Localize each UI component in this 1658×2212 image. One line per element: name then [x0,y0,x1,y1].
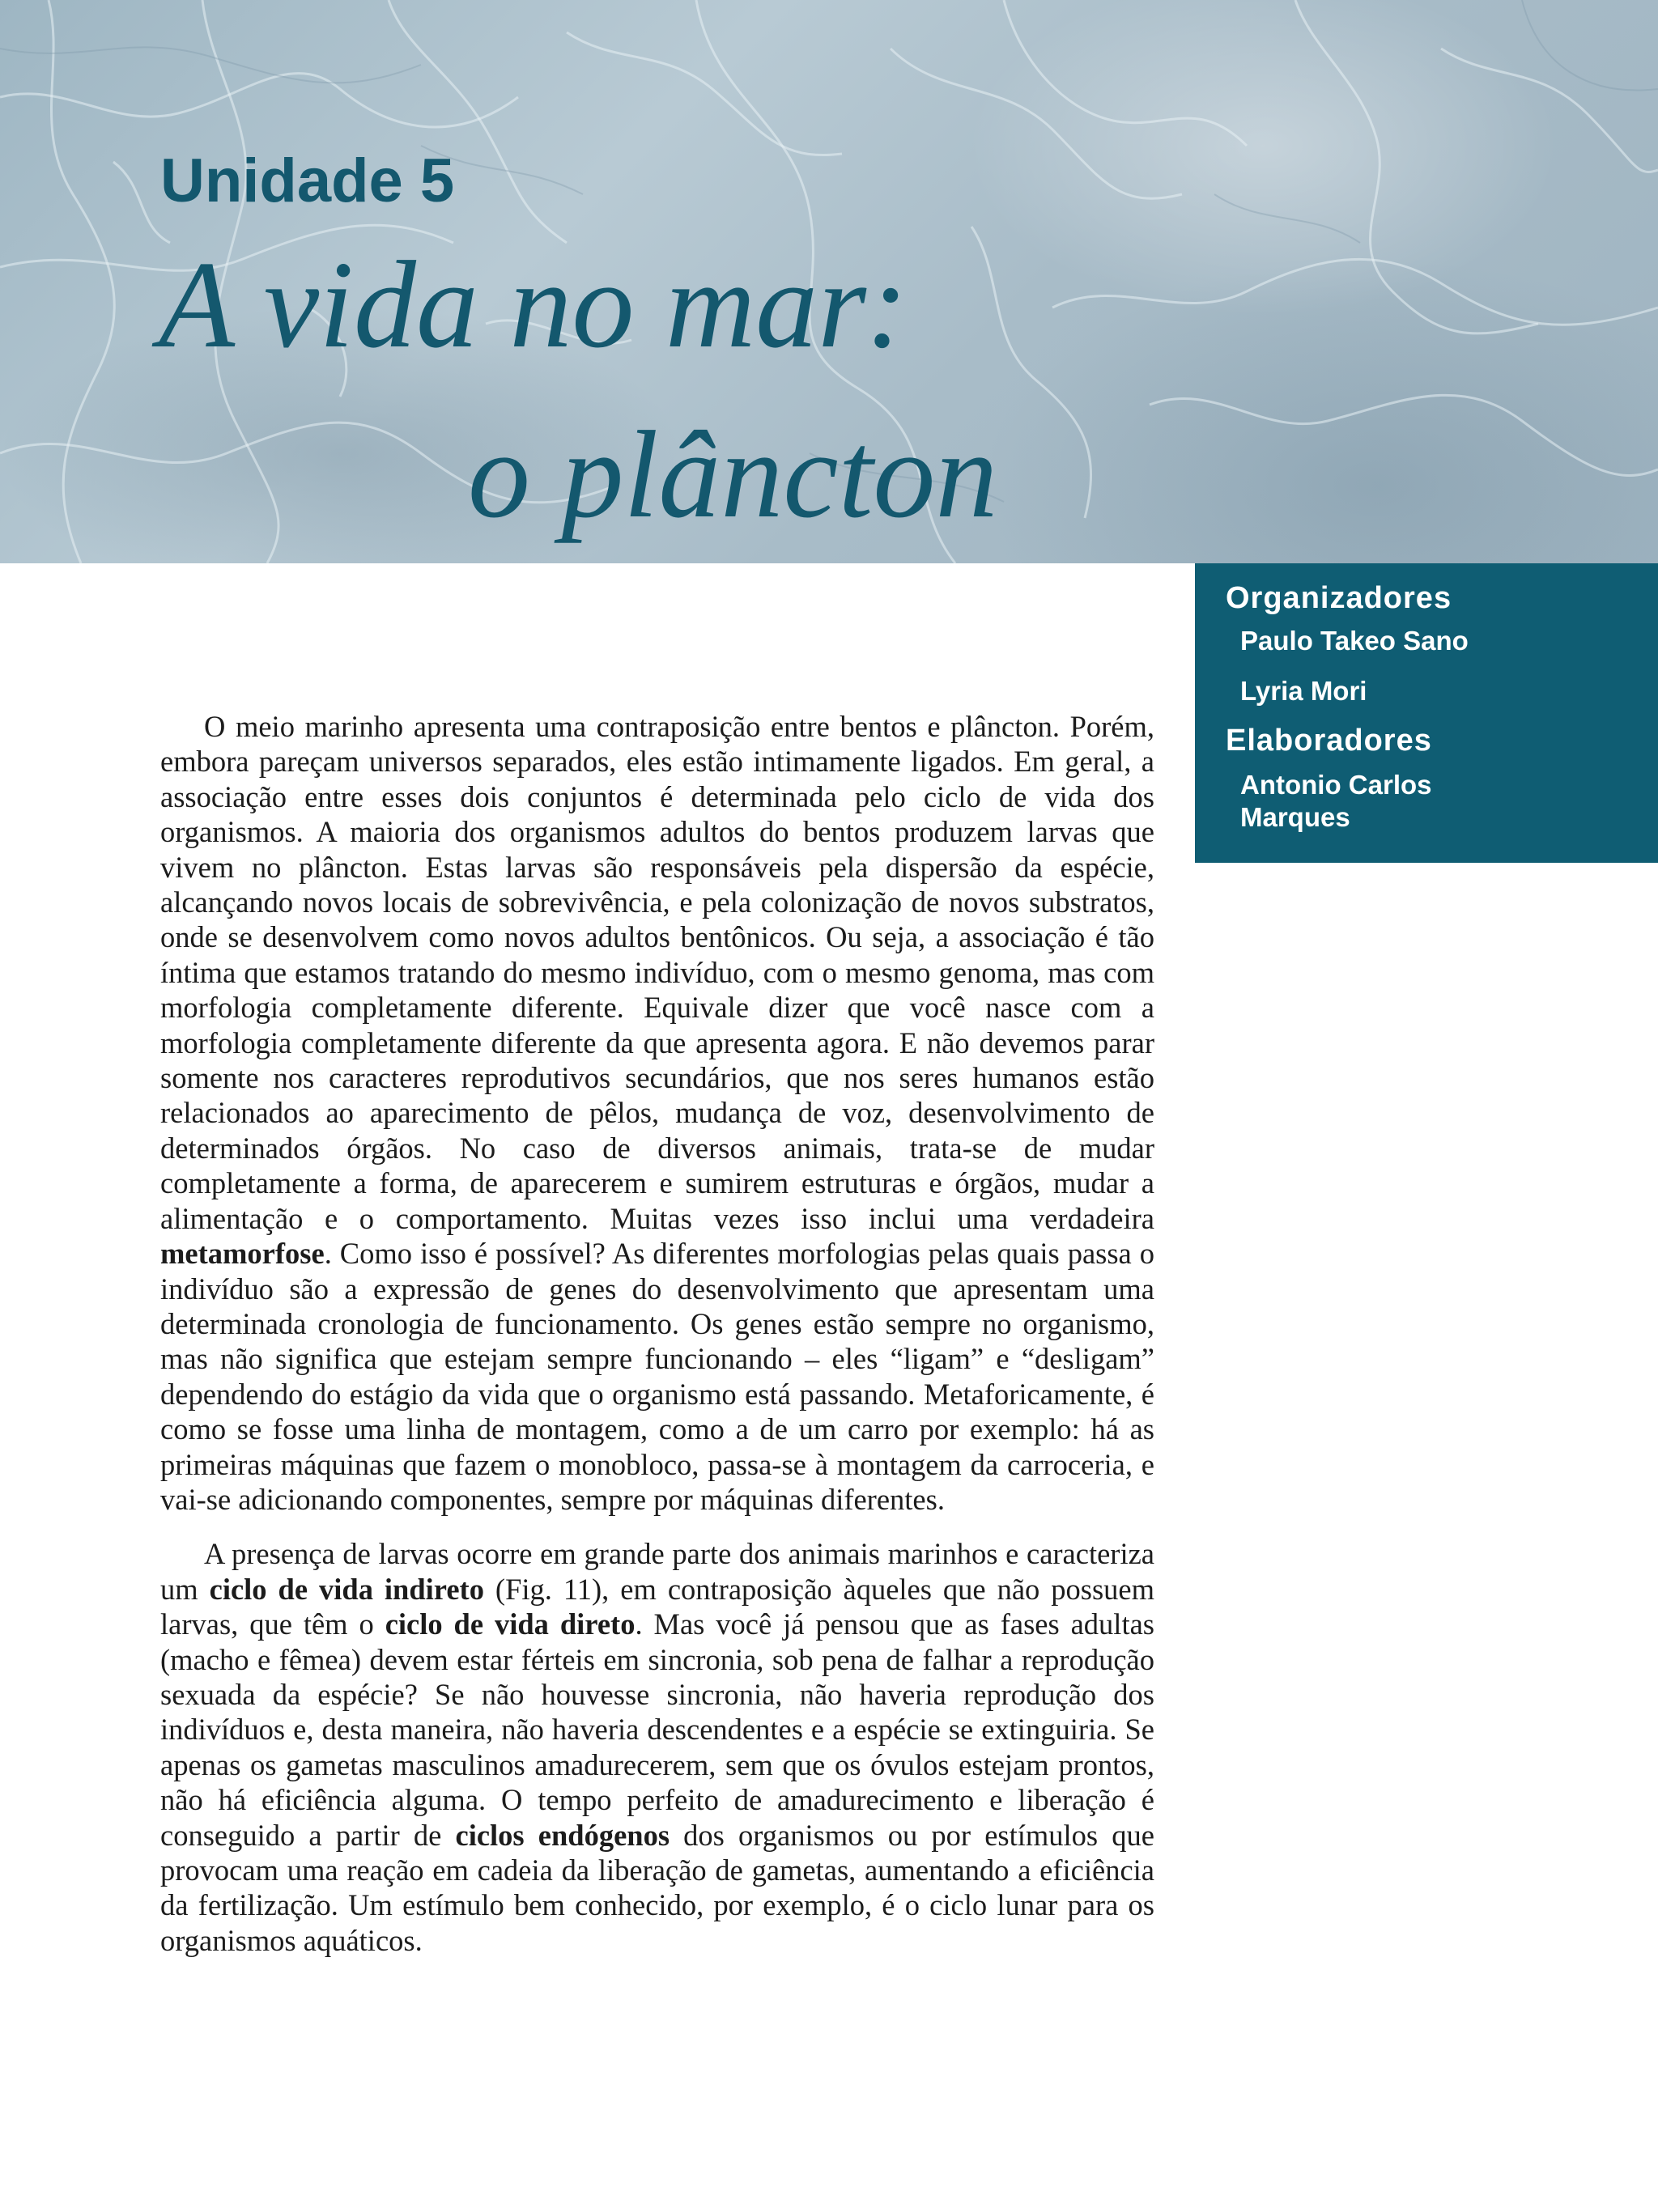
credits-box [1195,563,1658,863]
chapter-title-line-1: A vida no mar: [159,236,908,374]
organizers-heading: Organizadores [1226,581,1452,615]
header-banner [0,0,1658,563]
paragraph-text: . Como isso é possível? As diferentes morfologias pelas quais passa o indivíduo são a expressão de genes do desenvolvimento que apresentam uma determinada cronologia de funcionamento. Os genes estão sempre no organismo, mas não significa que estejam sempre funcionando – eles “ligam” e “desligam” dependendo do estágio da vida que o organismo está passando. Metaforicamente, é como se fosse uma linha de montagem, como a de um carro por exemplo: há as primeiras máquinas que fazem o monobloco, passa-se à montagem da carroceria, e vai-se adicionando componentes, sempre por máquinas diferentes. [160,1237,1154,1516]
bold-term: ciclo de vida indireto [209,1572,484,1606]
article-body [160,709,1154,1958]
authors-heading: Elaboradores [1226,724,1432,758]
bold-term: ciclos endógenos [455,1818,670,1852]
organizer-name: Paulo Takeo Sano [1240,626,1469,656]
bold-term: metamorfose [160,1237,325,1271]
organizer-name: Lyria Mori [1240,676,1367,706]
paragraph-1 [160,709,1154,1517]
paragraph-2 [160,1536,1154,1958]
chapter-title-line-2: o plâncton [468,406,998,544]
paragraph-text: A presença de larvas ocorre em grande parte dos animais marinhos e caracteriza um [160,1537,1154,1606]
author-name: Antonio Carlos Marques [1240,770,1432,832]
paragraph-text: . Mas você já pensou que as fases adultas (macho e fêmea) devem estar férteis em sincronia, sob pena de falhar a reprodução sexuada da espécie? Se não houvesse sincronia, não haveria reprodução dos indivíduos e, desta maneira, não haveria descendentes e a espécie se extinguiria. Se apenas os gametas masculinos amadurecerem, sem que os óvulos estejam prontos, não há eficiência alguma. O tempo perfeito de amadurecimento e liberação é conseguido a partir de [160,1607,1154,1852]
bold-term: ciclo de vida direto [385,1607,636,1641]
paragraph-text: O meio marinho apresenta uma contraposição entre bentos e plâncton. Porém, embora pareçam universos separados, eles estão intimamente ligados. Em geral, a associação entre esses dois conjuntos é determinada pelo ciclo de vida dos organismos. A maioria dos organismos adultos do bentos produzem larvas que vivem no plâncton. Estas larvas são responsáveis pela dispersão da espécie, alcançando novos locais de sobrevivência, e pela colonização de novos substratos, onde se desenvolvem como novos adultos bentônicos. Ou seja, a associação é tão íntima que estamos tratando do mesmo indivíduo, com o mesmo genoma, mas com morfologia completamente diferente. Equivale dizer que você nasce com a morfologia completamente diferente da que apresenta agora. E não devemos parar somente nos caracteres reprodutivos secundários, que nos seres humanos estão relacionados ao aparecimento de pêlos, mudança de voz, desenvolvimento de determinados órgãos. No caso de diversos animais, trata-se de mudar completamente a forma, de aparecerem e sumirem estruturas e órgãos, mudar a alimentação e o comportamento. Muitas vezes isso inclui uma verdadeira [160,710,1154,1235]
paragraph-text: (Fig. 11), em contraposição àqueles que não possuem larvas, que têm o [160,1572,1155,1641]
unit-label: Unidade 5 [160,146,455,215]
paragraph-text: dos organismos ou por estímulos que provocam uma reação em cadeia da liberação de gametas, aumentando a eficiência da fertilização. Um estímulo bem conhecido, por exemplo, é o ciclo lunar para os organismos aquáticos. [160,1818,1154,1957]
